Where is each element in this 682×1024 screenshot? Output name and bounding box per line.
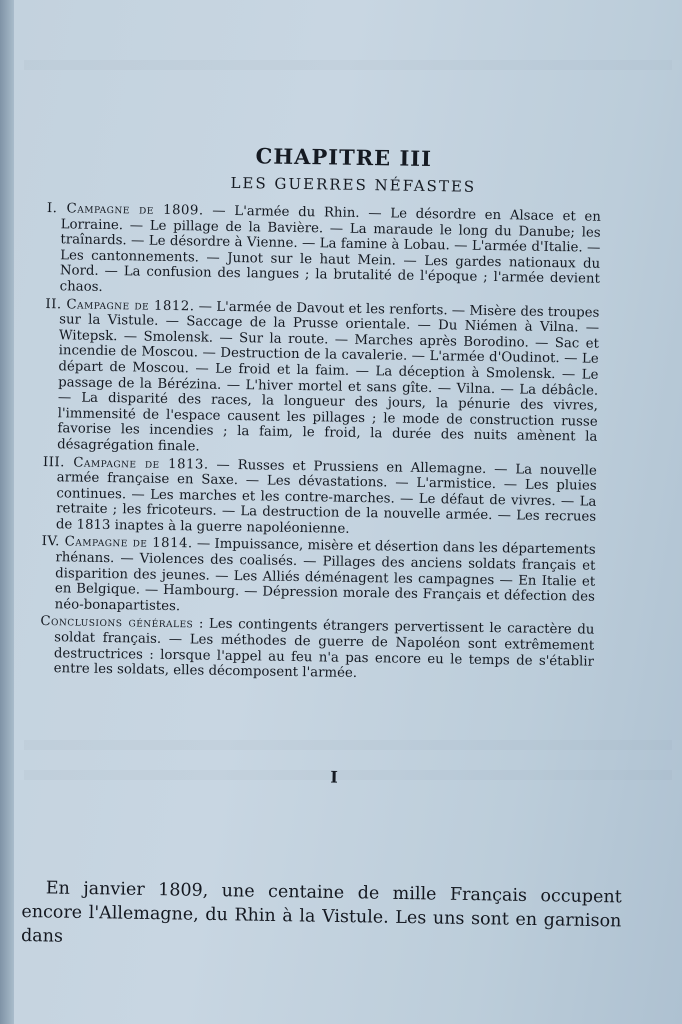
summary-lead: IV. Campagne de 1814. bbox=[41, 534, 193, 552]
chapter-title: LES GUERRES NÉFASTES bbox=[230, 173, 477, 196]
summary-text: — Russes et Prussiens en Allemagne. — La nouvelle armée française en Saxe. — Les dévastations. — L'armistice. — Les pluies continues. — Les marches et les contre-marches. — Le défaut de vivres. — La retraite ; les fricoteurs. — La destruction de la nouvelle armée. — Les recrues de 1813 inaptes à la guerre napoléonienne. bbox=[55, 457, 597, 537]
summary-text: — L'armée du Rhin. — Le désordre en Alsace et en Lorraine. — Le pillage de la Bavière. — La maraude le long du Danube; les traînards. — Le désordre à Vienne. — La famine à Lobau. — L'armée d'Italie. — Les cantonnements. — Junot sur le haut Mein. — Les gardes nationaux du Nord. — La confusion des langues ; la brutalité de l'époque ; l'armée devient chaos. bbox=[59, 203, 601, 295]
summary-entry bbox=[44, 201, 601, 303]
summary-lead: Conclusions générales bbox=[40, 614, 194, 632]
chapter-header bbox=[36, 140, 602, 790]
summary-lead: III. Campagne de 1813. bbox=[42, 454, 209, 473]
chapter-summary bbox=[38, 201, 601, 685]
summary-lead: II. Campagne de 1812. bbox=[45, 296, 195, 314]
show-through-text bbox=[24, 60, 672, 70]
section-number: I bbox=[330, 767, 338, 787]
book-spine bbox=[0, 0, 14, 1024]
chapter-number: CHAPITRE III bbox=[255, 143, 433, 172]
summary-entry bbox=[38, 614, 595, 685]
summary-text: — Impuissance, misère et désertion dans les départements rhénans. — Violences des coalisés. — Pillages des anciens soldats français et disparition des jeunes. — Les Alliés déménagent les campagnes — En Italie et en Belgique. — Hambourg. — Dépression morale des Français et défection des néo-bonapartistes. bbox=[54, 536, 596, 615]
summary-lead: I. Campagne de 1809. bbox=[46, 201, 204, 219]
summary-entry bbox=[39, 534, 596, 621]
summary-text: : Les contingents étrangers pervertissent le caractère du soldat français. — Les méthodes de guerre de Napoléon sont extrêmement destructrices : lorsque l'appel au feu n'a pas encore eu le temps de s'établir entre les soldats, elles décomposent l'armée. bbox=[53, 616, 595, 682]
body-paragraph: En janvier 1809, une centaine de mille Français occupent encore l'Allemagne, du Rhin à la Vistule. Les uns sont en garnison dans bbox=[20, 878, 622, 947]
summary-entry bbox=[41, 297, 599, 462]
summary-entry bbox=[40, 454, 597, 541]
summary-text: — L'armée de Davout et les renforts. — Misère des troupes sur la Vistule. — Saccage de la Prusse orientale. — Du Niémen à Vilna. — Witepsk. — Smolensk. — Sur la route. — Marches après Borodino. — Sac et incendie de Moscou. — Destruction de la cavalerie. — L'armée d'Oudinot. — Le départ de Moscou. — Le froid et la faim. — La déception à Smolensk. — Le passage de la Bérézina. — L'hiver mortel et sans gîte. — Vilna. — La débâcle. — La disparité des races, la longueur des jours, la pénurie des vivres, l'immensité de l'espace causent les pillages ; le mode de construction russe favorise les incendies ; la faim, le froid, la durée des nuits amènent la désagrégation finale. bbox=[57, 298, 600, 455]
